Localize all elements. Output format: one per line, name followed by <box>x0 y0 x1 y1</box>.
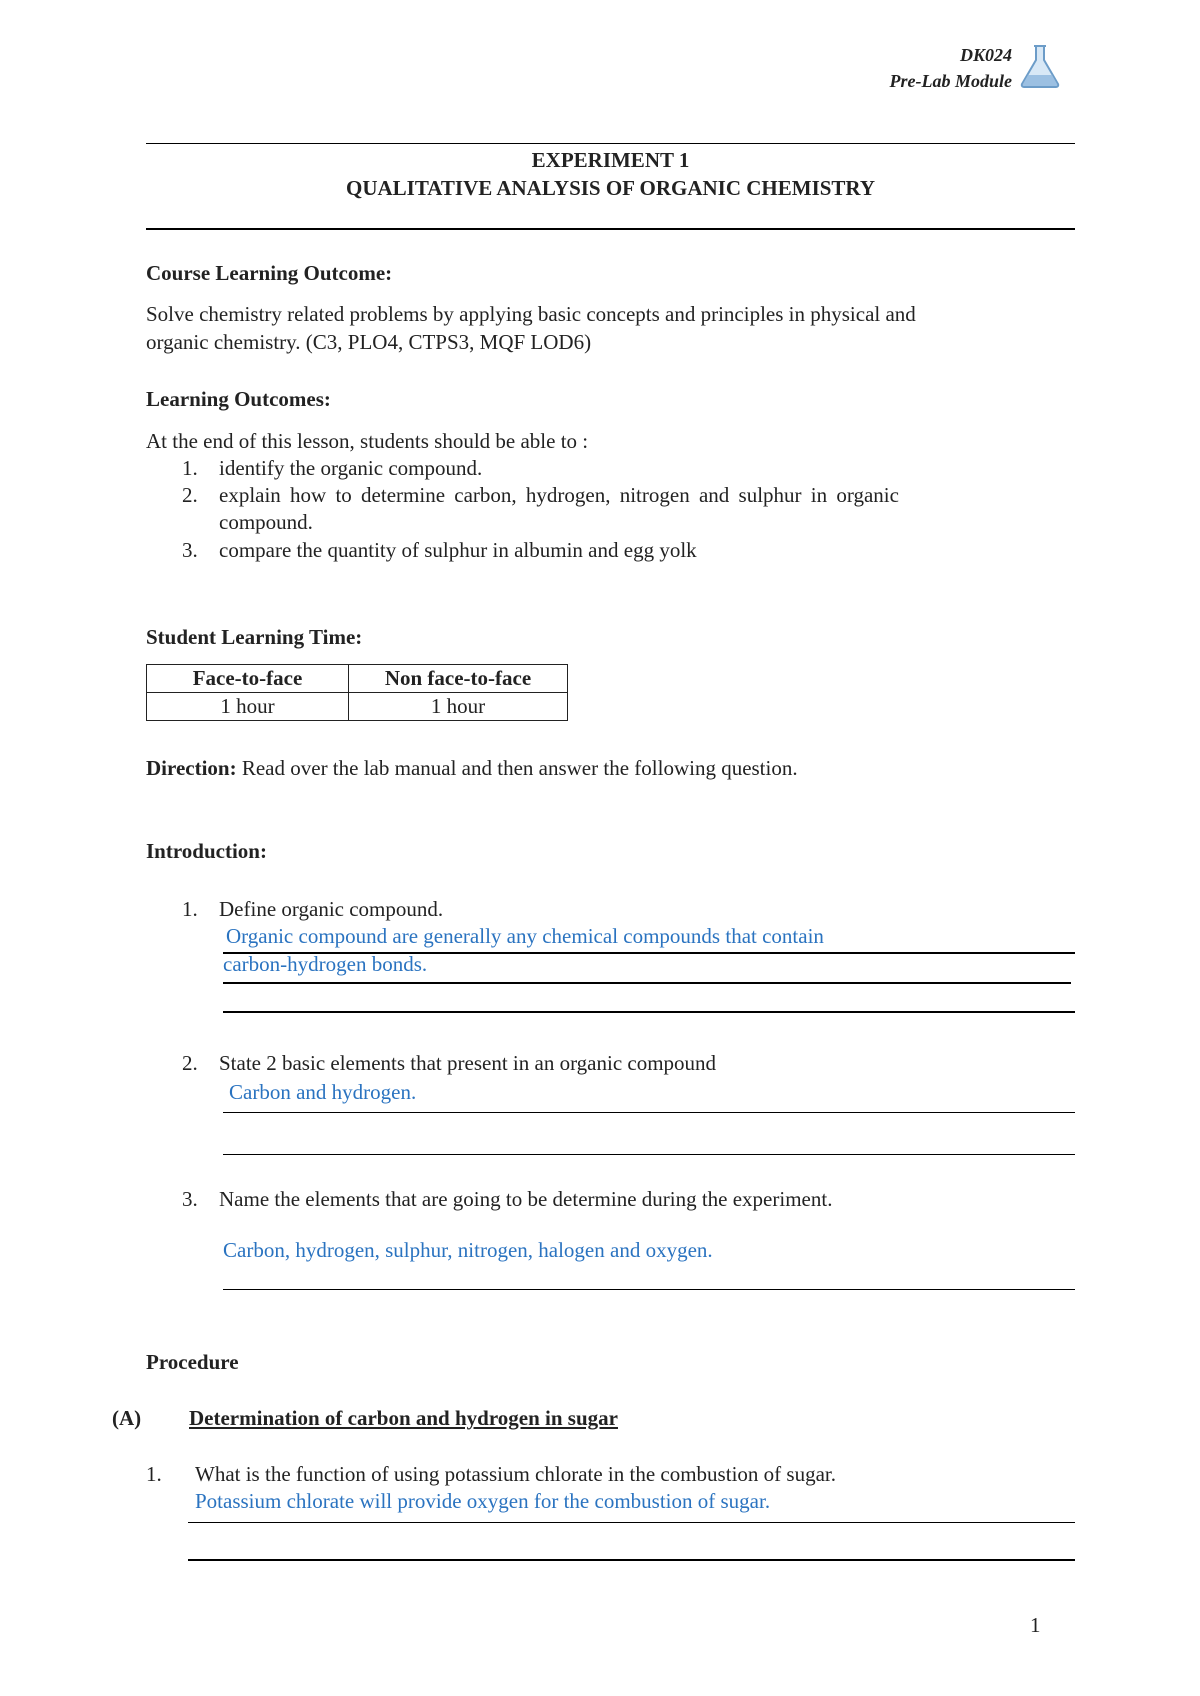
course-code: DK024 <box>959 45 1012 65</box>
question-text: State 2 basic elements that present in an organic compound <box>219 1051 717 1075</box>
slt-heading: Student Learning Time: <box>146 625 363 649</box>
title-bottom-rule <box>146 228 1075 230</box>
answer-text: carbon-hydrogen bonds. <box>223 952 428 976</box>
lo-item-text-continued: compound. <box>219 510 313 534</box>
direction-label: Direction: <box>146 756 237 780</box>
answer-text: Organic compound are generally any chemical compounds that contain <box>226 924 824 948</box>
clo-text-line1: Solve chemistry related problems by applying basic concepts and principles in physical and <box>146 302 916 326</box>
answer-line <box>223 1289 1075 1290</box>
lo-item-number: 3. <box>182 538 198 562</box>
lo-heading: Learning Outcomes: <box>146 387 331 411</box>
lo-item-text: compare the quantity of sulphur in albumin and egg yolk <box>219 538 697 562</box>
table-row <box>147 693 568 721</box>
lo-item-number: 1. <box>182 456 198 480</box>
lo-item-text: explain how to determine carbon, hydrogen, nitrogen and sulphur in organic <box>219 483 899 507</box>
slt-header-face: Face-to-face <box>147 665 349 693</box>
question-number: 1. <box>146 1462 162 1486</box>
question-number: 3. <box>182 1187 198 1211</box>
answer-line <box>188 1559 1075 1561</box>
clo-text-line2: organic chemistry. (C3, PLO4, CTPS3, MQF LOD6) <box>146 330 592 354</box>
slt-header-nonface: Non face-to-face <box>349 665 568 693</box>
intro-heading: Introduction: <box>146 839 267 863</box>
direction-text: Read over the lab manual and then answer the following question. <box>236 756 798 780</box>
answer-text: Carbon and hydrogen. <box>229 1080 417 1104</box>
answer-line <box>223 1112 1075 1113</box>
question-text: Name the elements that are going to be determine during the experiment. <box>219 1187 833 1211</box>
answer-text: Carbon, hydrogen, sulphur, nitrogen, halogen and oxygen. <box>223 1238 713 1262</box>
question-number: 2. <box>182 1051 198 1075</box>
experiment-title: QUALITATIVE ANALYSIS OF ORGANIC CHEMISTRY <box>345 176 876 200</box>
slt-value-face: 1 hour <box>147 693 349 721</box>
answer-line <box>188 1522 1075 1523</box>
flask-icon <box>1016 42 1064 90</box>
table-row <box>147 665 568 693</box>
module-name: Pre-Lab Module <box>889 71 1012 91</box>
lo-intro: At the end of this lesson, students should be able to : <box>146 429 589 453</box>
answer-text: Potassium chlorate will provide oxygen for the combustion of sugar. <box>195 1489 771 1513</box>
question-text: What is the function of using potassium chlorate in the combustion of sugar. <box>195 1462 836 1486</box>
procedure-heading: Procedure <box>146 1350 239 1374</box>
section-title: Determination of carbon and hydrogen in sugar <box>189 1406 618 1430</box>
direction <box>146 754 798 782</box>
slt-table <box>146 664 568 721</box>
answer-line <box>223 982 1071 984</box>
clo-heading: Course Learning Outcome: <box>146 261 393 285</box>
question-text: Define organic compound. <box>219 897 444 921</box>
slt-value-nonface: 1 hour <box>349 693 568 721</box>
page-number: 1 <box>1030 1613 1041 1637</box>
lo-item-text: identify the organic compound. <box>219 456 483 480</box>
question-number: 1. <box>182 897 198 921</box>
experiment-number: EXPERIMENT 1 <box>531 148 690 172</box>
top-rule <box>146 143 1075 144</box>
answer-line <box>223 1154 1075 1155</box>
section-label: (A) <box>112 1406 142 1430</box>
answer-line <box>223 1011 1075 1013</box>
lo-item-number: 2. <box>182 483 198 507</box>
